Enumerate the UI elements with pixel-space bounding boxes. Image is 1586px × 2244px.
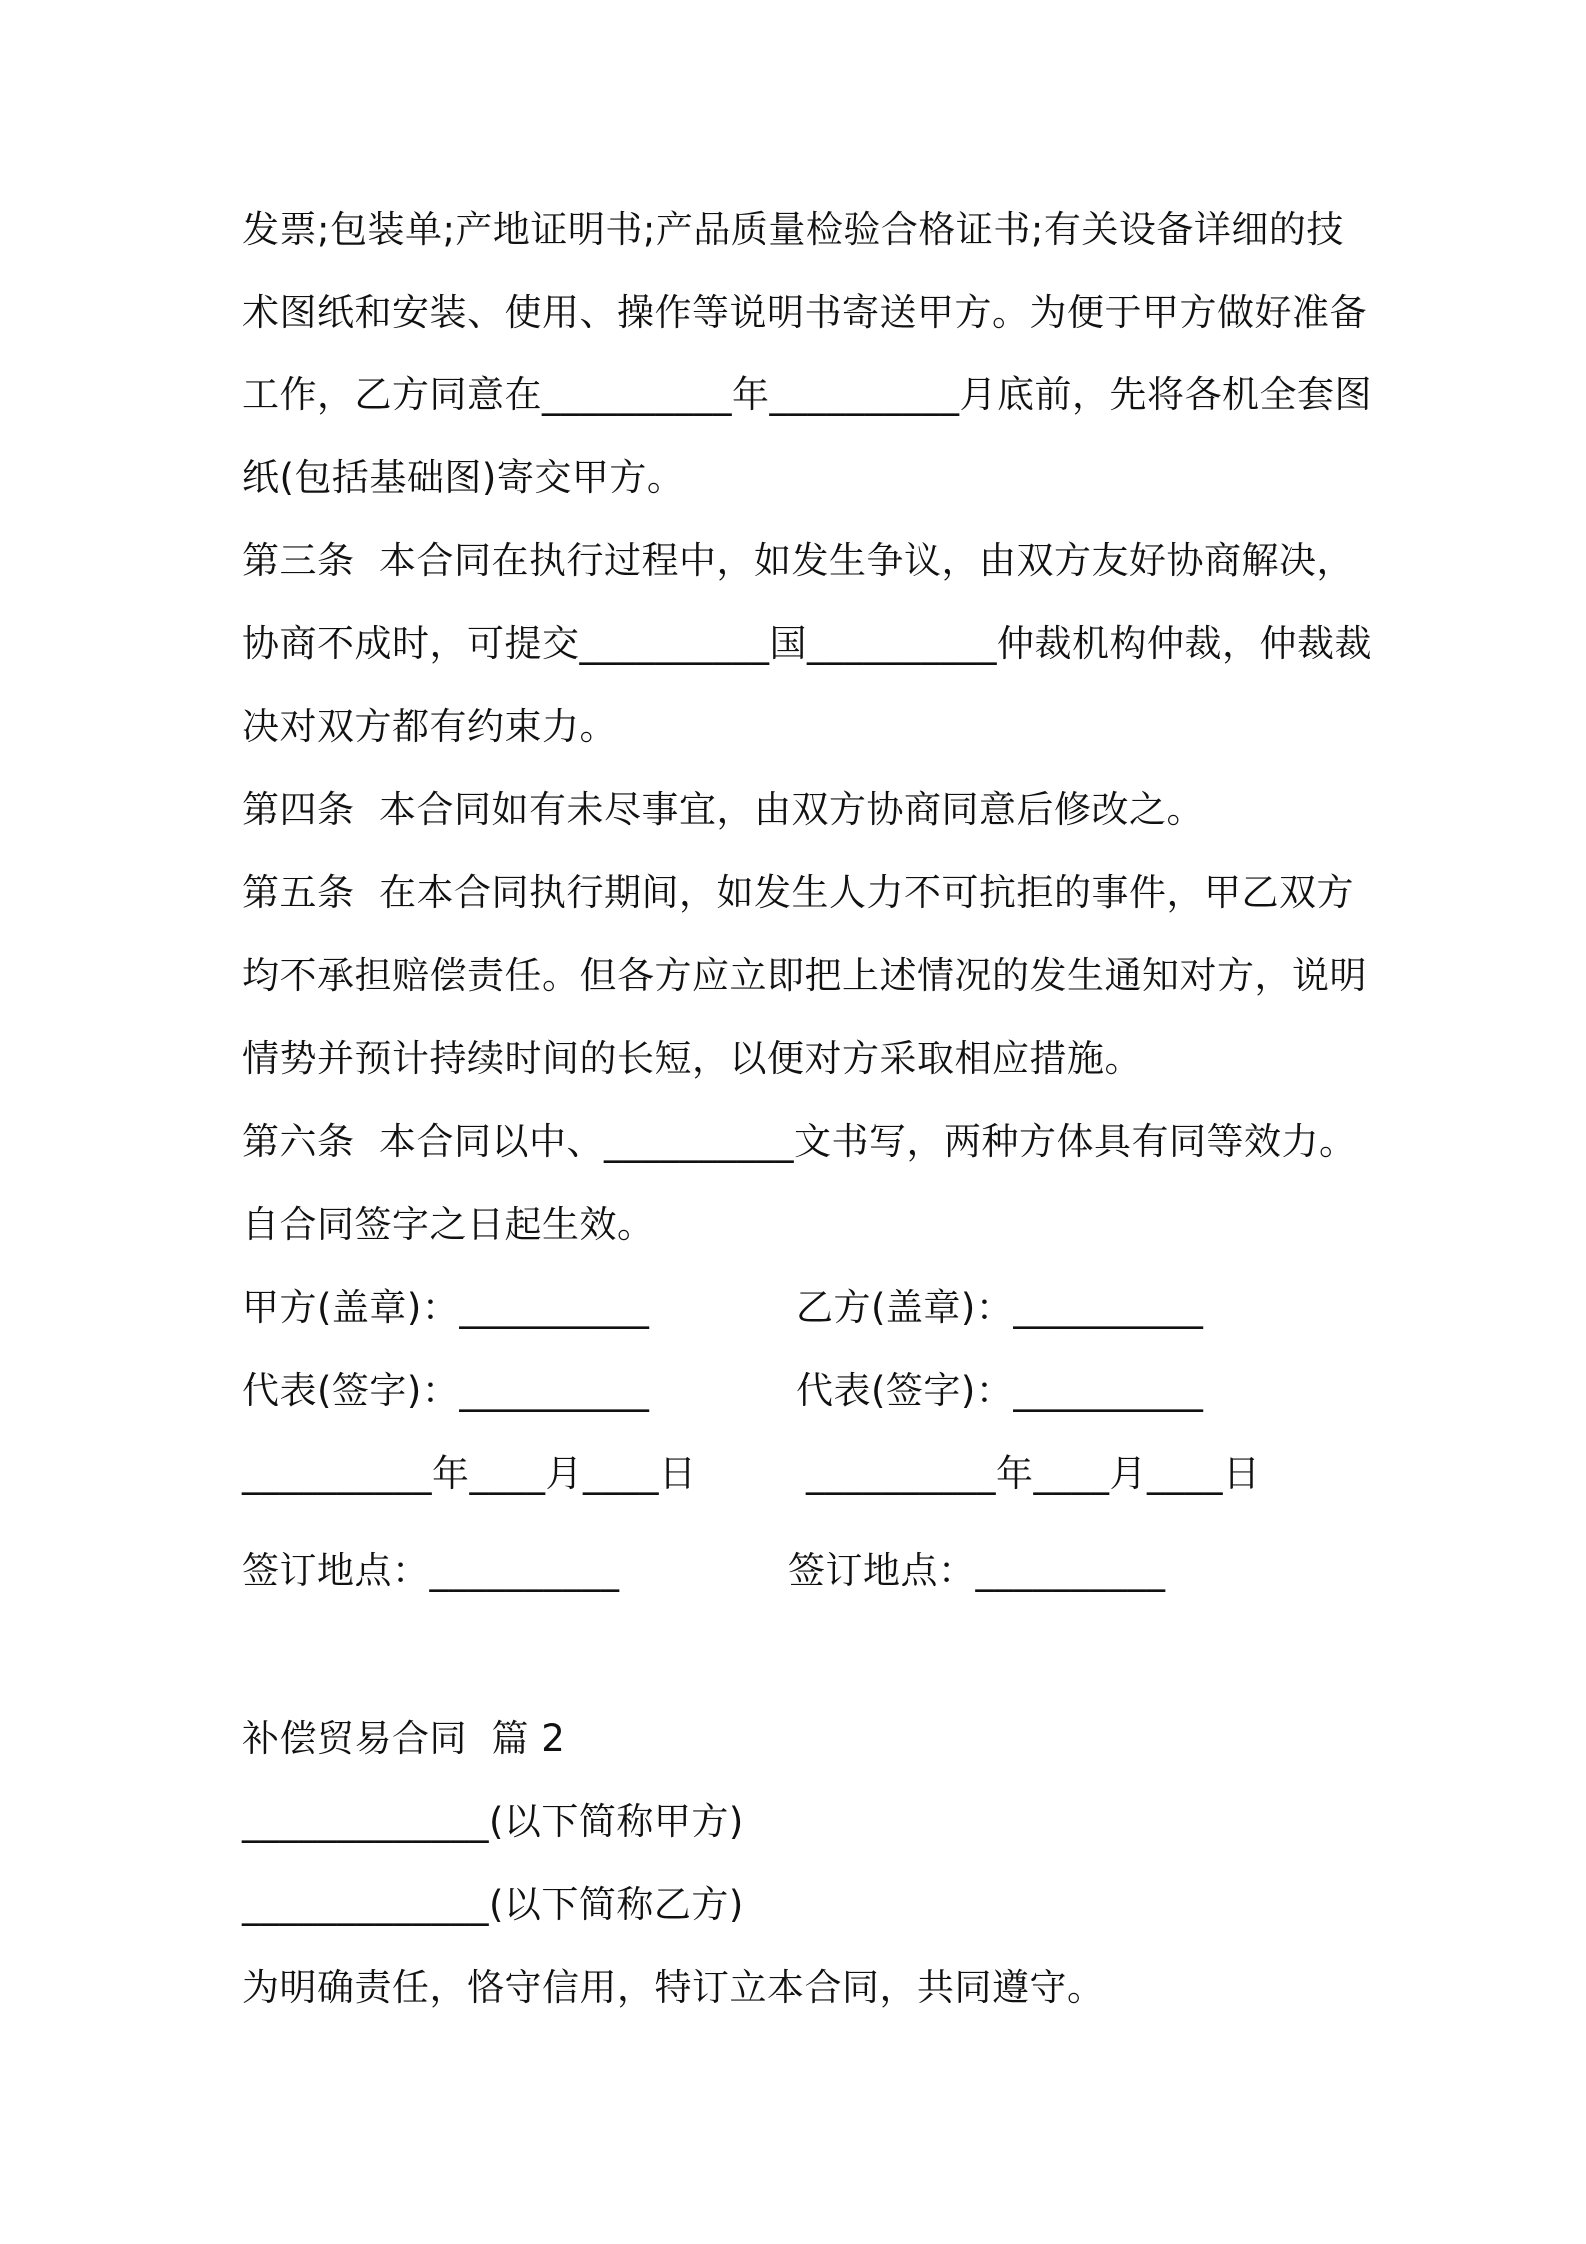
body-line: 自合同签字之日起生效。 [242,1203,655,1246]
party-b-date: __________年____月____日 [806,1452,1261,1495]
party-a-seal: 甲方(盖章)：__________ [242,1286,650,1329]
intro-line: 为明确责任，恪守信用，特订立本合同，共同遵守。 [242,1966,1105,2009]
party-a-line: _____________(以下简称甲方) [242,1800,744,1843]
party-b-seal: 乙方(盖章)：__________ [796,1286,1204,1329]
body-line: 均不承担赔偿责任。但各方应立即把上述情况的发生通知对方，说明 [242,954,1367,997]
party-a-place: 签订地点：__________ [242,1549,620,1592]
section-title: 补偿贸易合同 篇 2 [242,1717,566,1760]
body-line: 发票;包装单;产地证明书;产品质量检验合格证书;有关设备详细的技 [242,208,1344,251]
party-a-date: __________年____月____日 [242,1452,697,1495]
body-line: 决对双方都有约束力。 [242,705,617,748]
body-line: 术图纸和安装、使用、操作等说明书寄送甲方。为便于甲方做好准备 [242,291,1367,334]
article-6-line: 第六条 本合同以中、__________文书写，两种方体具有同等效力。 [242,1120,1357,1163]
body-line: 情势并预计持续时间的长短，以便对方采取相应措施。 [242,1037,1142,1080]
article-3-line: 第三条 本合同在执行过程中，如发生争议，由双方友好协商解决， [242,539,1355,582]
body-line: 协商不成时，可提交__________国__________仲裁机构仲裁，仲裁裁 [242,622,1372,665]
party-b-place: 签订地点：__________ [788,1549,1166,1592]
party-a-representative: 代表(签字)：__________ [242,1369,650,1412]
body-line: 工作，乙方同意在__________年__________月底前，先将各机全套图 [242,373,1372,416]
article-4-line: 第四条 本合同如有未尽事宜，由双方协商同意后修改之。 [242,788,1205,831]
body-line: 纸(包括基础图)寄交甲方。 [242,456,685,499]
article-5-line: 第五条 在本合同执行期间，如发生人力不可抗拒的事件，甲乙双方 [242,871,1355,914]
party-b-representative: 代表(签字)：__________ [796,1369,1204,1412]
party-b-line: _____________(以下简称乙方) [242,1883,744,1926]
